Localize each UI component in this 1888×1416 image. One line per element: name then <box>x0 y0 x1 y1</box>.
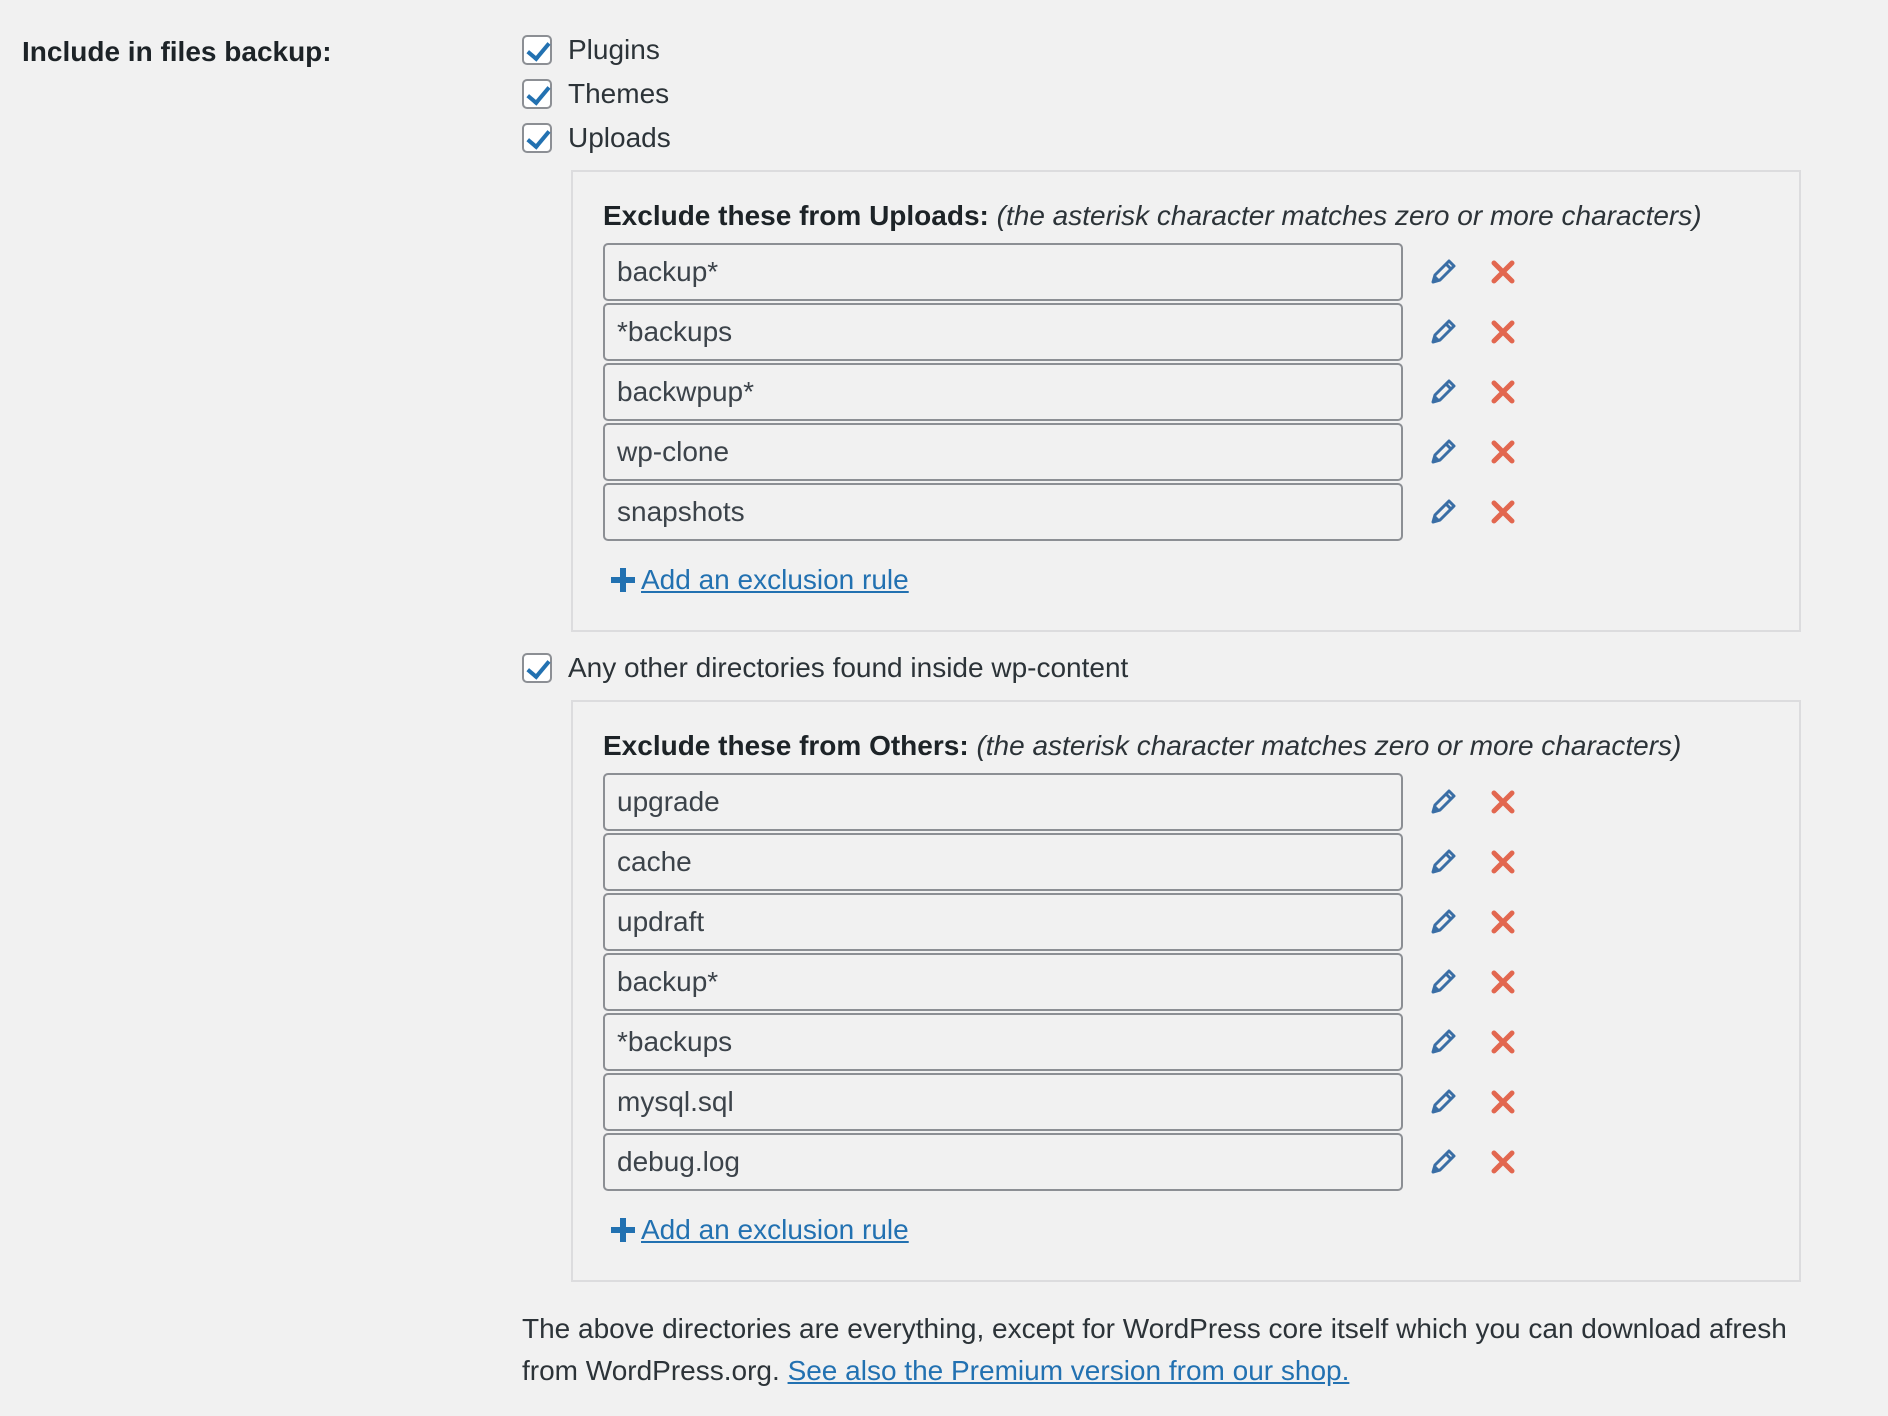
exclusion-rule-input[interactable] <box>603 1013 1403 1071</box>
plugins-checkbox[interactable] <box>522 35 552 65</box>
add-uploads-exclusion-label: Add an exclusion rule <box>641 564 909 595</box>
delete-x-icon[interactable] <box>1485 1024 1521 1060</box>
plugins-option[interactable] <box>522 28 1802 72</box>
exclusion-rule-input[interactable] <box>603 243 1403 301</box>
exclusion-rule-row <box>603 422 1769 482</box>
edit-pencil-icon[interactable] <box>1425 844 1461 880</box>
plugins-label: Plugins <box>568 34 660 65</box>
others-label: Any other directories found inside wp-content <box>568 652 1129 683</box>
edit-pencil-icon[interactable] <box>1425 784 1461 820</box>
uploads-label: Uploads <box>568 122 671 153</box>
delete-x-icon[interactable] <box>1485 1144 1521 1180</box>
uploads-exclusion-title <box>603 200 1769 232</box>
exclusion-rule-row <box>603 1072 1769 1132</box>
plus-icon <box>609 566 637 594</box>
uploads-exclusion-heading: Exclude these from Uploads: <box>603 200 989 231</box>
delete-x-icon[interactable] <box>1485 254 1521 290</box>
exclusion-rule-input[interactable] <box>603 1073 1403 1131</box>
edit-pencil-icon[interactable] <box>1425 1024 1461 1060</box>
themes-option[interactable] <box>522 72 1802 116</box>
exclusion-rule-input[interactable] <box>603 423 1403 481</box>
add-others-exclusion-label: Add an exclusion rule <box>641 1214 909 1245</box>
others-rule-list <box>603 772 1769 1192</box>
delete-x-icon[interactable] <box>1485 904 1521 940</box>
delete-x-icon[interactable] <box>1485 844 1521 880</box>
themes-checkbox[interactable] <box>522 79 552 109</box>
edit-pencil-icon[interactable] <box>1425 1084 1461 1120</box>
checkmark-icon <box>526 80 550 105</box>
exclusion-rule-row <box>603 772 1769 832</box>
delete-x-icon[interactable] <box>1485 1084 1521 1120</box>
others-checkbox[interactable] <box>522 653 552 683</box>
delete-x-icon[interactable] <box>1485 314 1521 350</box>
exclusion-rule-row <box>603 482 1769 542</box>
edit-pencil-icon[interactable] <box>1425 374 1461 410</box>
exclusion-rule-input[interactable] <box>603 483 1403 541</box>
exclusion-rule-row <box>603 832 1769 892</box>
delete-x-icon[interactable] <box>1485 494 1521 530</box>
exclusion-rule-row <box>603 302 1769 362</box>
plus-icon <box>609 1216 637 1244</box>
exclusion-rule-row <box>603 362 1769 422</box>
files-backup-options <box>522 28 1802 1282</box>
exclusion-rule-input[interactable] <box>603 833 1403 891</box>
exclusion-rule-row <box>603 1132 1769 1192</box>
edit-pencil-icon[interactable] <box>1425 964 1461 1000</box>
edit-pencil-icon[interactable] <box>1425 904 1461 940</box>
edit-pencil-icon[interactable] <box>1425 494 1461 530</box>
delete-x-icon[interactable] <box>1485 784 1521 820</box>
add-uploads-exclusion-link[interactable] <box>603 560 1769 600</box>
edit-pencil-icon[interactable] <box>1425 1144 1461 1180</box>
exclusion-rule-input[interactable] <box>603 893 1403 951</box>
footer-text: The above directories are everything, except for WordPress core itself which you can download afresh from WordPress.org. <box>522 1313 1787 1386</box>
uploads-rule-list <box>603 242 1769 542</box>
delete-x-icon[interactable] <box>1485 964 1521 1000</box>
include-files-backup-label: Include in files backup: <box>22 36 332 67</box>
checkmark-icon <box>526 36 550 61</box>
uploads-exclusion-hint: (the asterisk character matches zero or more characters) <box>996 200 1702 231</box>
delete-x-icon[interactable] <box>1485 434 1521 470</box>
uploads-checkbox[interactable] <box>522 123 552 153</box>
others-exclusion-heading: Exclude these from Others: <box>603 730 969 761</box>
others-option[interactable] <box>522 646 1802 690</box>
exclusion-rule-row <box>603 952 1769 1012</box>
edit-pencil-icon[interactable] <box>1425 254 1461 290</box>
premium-version-link[interactable]: See also the Premium version from our shop. <box>787 1355 1350 1386</box>
uploads-exclusion-panel <box>571 170 1801 632</box>
checkmark-icon <box>526 654 550 679</box>
exclusion-rule-row <box>603 242 1769 302</box>
exclusion-rule-input[interactable] <box>603 303 1403 361</box>
exclusion-rule-input[interactable] <box>603 1133 1403 1191</box>
exclusion-rule-input[interactable] <box>603 953 1403 1011</box>
themes-label: Themes <box>568 78 670 109</box>
footer-note <box>522 1308 1822 1392</box>
edit-pencil-icon[interactable] <box>1425 434 1461 470</box>
others-exclusion-panel <box>571 700 1801 1282</box>
add-others-exclusion-link[interactable] <box>603 1210 1769 1250</box>
others-exclusion-hint: (the asterisk character matches zero or more characters) <box>976 730 1682 761</box>
delete-x-icon[interactable] <box>1485 374 1521 410</box>
others-exclusion-title <box>603 730 1769 762</box>
edit-pencil-icon[interactable] <box>1425 314 1461 350</box>
uploads-option[interactable] <box>522 116 1802 160</box>
exclusion-rule-row <box>603 892 1769 952</box>
checkmark-icon <box>526 124 550 149</box>
exclusion-rule-row <box>603 1012 1769 1072</box>
exclusion-rule-input[interactable] <box>603 363 1403 421</box>
exclusion-rule-input[interactable] <box>603 773 1403 831</box>
